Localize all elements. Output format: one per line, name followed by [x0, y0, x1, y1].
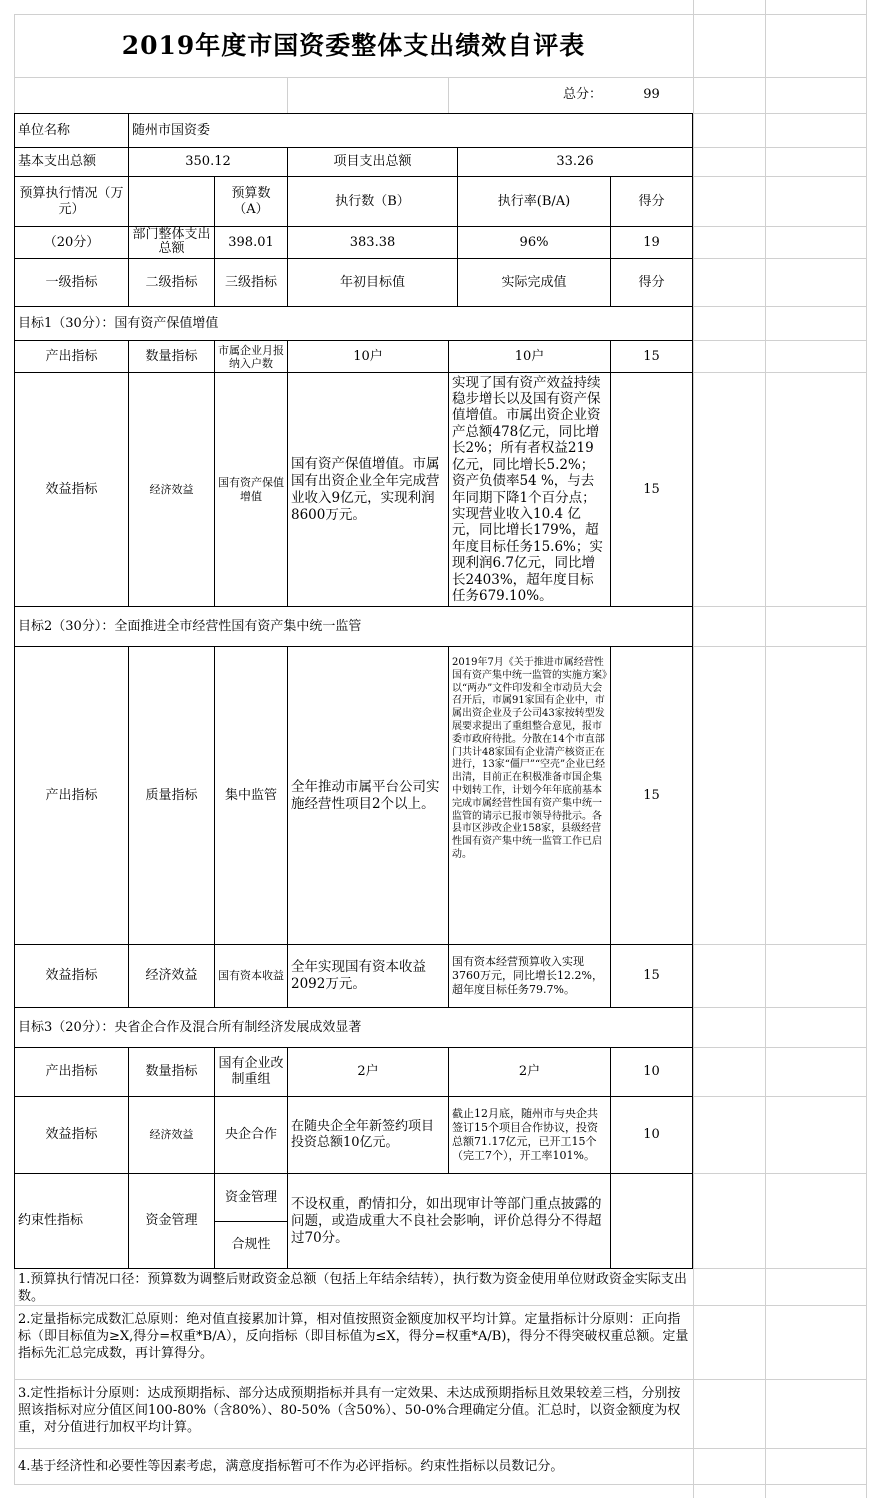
goal3-r1-target: 2户: [287, 1047, 449, 1097]
header-actual: 实际完成值: [457, 258, 611, 307]
budget-score-header: 得分: [610, 176, 693, 227]
goal3-r1-score: 10: [610, 1047, 693, 1097]
constraint-level2: 资金管理: [128, 1173, 215, 1269]
budget-b-value: 383.38: [287, 226, 458, 259]
note-1: 1.预算执行情况口径：预算数为调整后财政资金总额（包括上年结余结转），执行数为资金使用单位财政资金实际支出数。: [18, 1272, 687, 1304]
note-4: 4.基于经济性和必要性等因素考虑，满意度指标暂可不作为必评指标。约束性指标以员数记分。: [18, 1459, 564, 1474]
goal2-r1-level1: 产出指标: [14, 646, 129, 945]
constraint-text: 不设权重，酌情扣分，如出现审计等部门重点披露的问题，或造成重大不良社会影响，评价总得分不得超过70分。: [287, 1173, 611, 1269]
goal1-r1-level3: 市属企业月报纳入户数: [214, 340, 288, 373]
page-title: 2019年度市国资委整体支出绩效自评表: [121, 30, 586, 60]
budget-score-value: 19: [610, 226, 693, 259]
goal2-r2-target: 全年实现国有资本收益2092万元。: [287, 944, 449, 1008]
unit-name-label: 单位名称: [14, 113, 129, 148]
goal3-r2-score: 10: [610, 1096, 693, 1174]
goal2-r1-score: 15: [610, 646, 693, 945]
goal2-r1-target: 全年推动市属平台公司实施经营性项目2个以上。: [287, 646, 449, 945]
goal3-r2-level3: 央企合作: [214, 1096, 288, 1174]
goal3-r2-actual: 截止12月底，随州市与央企共签订15个项目合作协议，投资总额71.17亿元，已开工15个（完工7个），开工率101%。: [448, 1096, 611, 1174]
goal1-title: 目标1（30分）：国有资产保值增值: [14, 306, 693, 341]
goal2-r1-actual: 2019年7月《关于推进市属经营性国有资产集中统一监管的实施方案》以“两办”文件印发和全市动员大会召开后，市属91家国有企业中，市属出资企业及子公司43家按转型发展要求提出了重组整合意见，报市委市政府待批。分散在14个市直部门共计48家国有企业清产核资正在进行，13家“僵尸”“空壳”企业已经出清，目前正在积极准备市国企集中划转工作，计划今年年底前基本完成市属经营性国有资产集中统一监管的请示已报市领导待批示。各县市区涉改企业158家，县级经营性国有资产集中统一监管工作已启动。: [448, 646, 611, 945]
budget-exec-label: 预算执行情况（万元）: [14, 176, 129, 227]
exec-rate-header: 执行率(B/A): [457, 176, 611, 227]
goal1-r2-actual: 实现了国有资产效益持续稳步增长以及国有资产保值增值。市属出资企业资产总额478亿元，同比增长2%；所有者权益219亿元，同比增长5.2%；资产负债率54 %，与去年同期下降1个百分点；实现营业收入10.4 亿元，同比增长179%，超年度目标任务15.6%；实现利润6.7亿元，同比增长2403%，超年度目标任务679.10%。: [448, 372, 611, 607]
budget-item: 部门整体支出总额: [128, 226, 215, 259]
note-2: 2.定量指标完成数汇总原则：绝对值直接累加计算，相对值按照资金额度加权平均计算。定量指标计分原则：正向指标（即目标值为≥X,得分=权重*B/A），反向指标（即目标值为≤X，得分=权重*A/B)，得分不得突破权重总额。定量指标先汇总完成数，再计算得分。: [18, 1312, 689, 1361]
goal1-r2-target: 国有资产保值增值。市属国有出资企业全年完成营业收入9亿元，实现利润8600万元。: [287, 372, 449, 607]
project-expense-label: 项目支出总额: [287, 147, 458, 177]
goal1-r1-score: 15: [610, 340, 693, 373]
constraint-level1: 约束性指标: [14, 1173, 129, 1269]
goal1-r2-level3: 国有资产保值增值: [214, 372, 288, 607]
budget-num-header: 预算数（A）: [214, 176, 288, 227]
header-target: 年初目标值: [287, 258, 458, 307]
goal1-r1-level1: 产出指标: [14, 340, 129, 373]
goal3-r2-target: 在随央企全年新签约项目投资总额10亿元。: [287, 1096, 449, 1174]
header-level2: 二级指标: [128, 258, 215, 307]
budget-rate-value: 96%: [457, 226, 611, 259]
budget-blank-cell: [128, 176, 215, 227]
goal2-r1-level2: 质量指标: [128, 646, 215, 945]
goal2-r2-level3: 国有资本收益: [214, 944, 288, 1008]
header-level3: 三级指标: [214, 258, 288, 307]
header-level1: 一级指标: [14, 258, 129, 307]
project-expense-value: 33.26: [457, 147, 693, 177]
goal1-r1-actual: 10户: [448, 340, 611, 373]
budget-a-value: 398.01: [214, 226, 288, 259]
basic-expense-value: 350.12: [128, 147, 288, 177]
exec-num-header: 执行数（B）: [287, 176, 458, 227]
goal3-r1-level2: 数量指标: [128, 1047, 215, 1097]
goal3-r2-level1: 效益指标: [14, 1096, 129, 1174]
goal2-r2-level1: 效益指标: [14, 944, 129, 1008]
goal2-r2-score: 15: [610, 944, 693, 1008]
unit-name-value: 随州市国资委: [128, 113, 693, 148]
goal1-r2-level2: 经济效益: [128, 372, 215, 607]
header-score: 得分: [610, 258, 693, 307]
basic-expense-label: 基本支出总额: [14, 147, 129, 177]
total-score-label: 总分：: [562, 87, 602, 102]
constraint-level3-fund: 资金管理: [214, 1173, 288, 1222]
goal3-r1-level3: 国有企业改制重组: [214, 1047, 288, 1097]
total-score-value: 99: [643, 87, 660, 102]
goal1-r1-level2: 数量指标: [128, 340, 215, 373]
goal1-r2-level1: 效益指标: [14, 372, 129, 607]
goal3-r1-actual: 2户: [448, 1047, 611, 1097]
note-3: 3.定性指标计分原则：达成预期指标、部分达成预期指标并具有一定效果、未达成预期指标且效果较差三档，分别按照该指标对应分值区间100-80%（含80%）、80-50%（含50%）、50-0%合理确定分值。汇总时，以资金额度为权重，对分值进行加权平均计算。: [18, 1386, 681, 1435]
goal3-title: 目标3（20分）：央省企合作及混合所有制经济发展成效显著: [14, 1007, 693, 1048]
budget-points: （20分）: [14, 226, 129, 259]
constraint-score-blank: [610, 1173, 693, 1269]
goal2-title: 目标2（30分）：全面推进全市经营性国有资产集中统一监管: [14, 606, 693, 647]
goal1-r1-target: 10户: [287, 340, 449, 373]
goal2-r1-level3: 集中监管: [214, 646, 288, 945]
constraint-level3-compliance: 合规性: [214, 1221, 288, 1269]
goal2-r2-level2: 经济效益: [128, 944, 215, 1008]
goal3-r1-level1: 产出指标: [14, 1047, 129, 1097]
goal2-r2-actual: 国有资本经营预算收入实现3760万元，同比增长12.2%，超年度目标任务79.7%。: [448, 944, 611, 1008]
goal3-r2-level2: 经济效益: [128, 1096, 215, 1174]
goal1-r2-score: 15: [610, 372, 693, 607]
